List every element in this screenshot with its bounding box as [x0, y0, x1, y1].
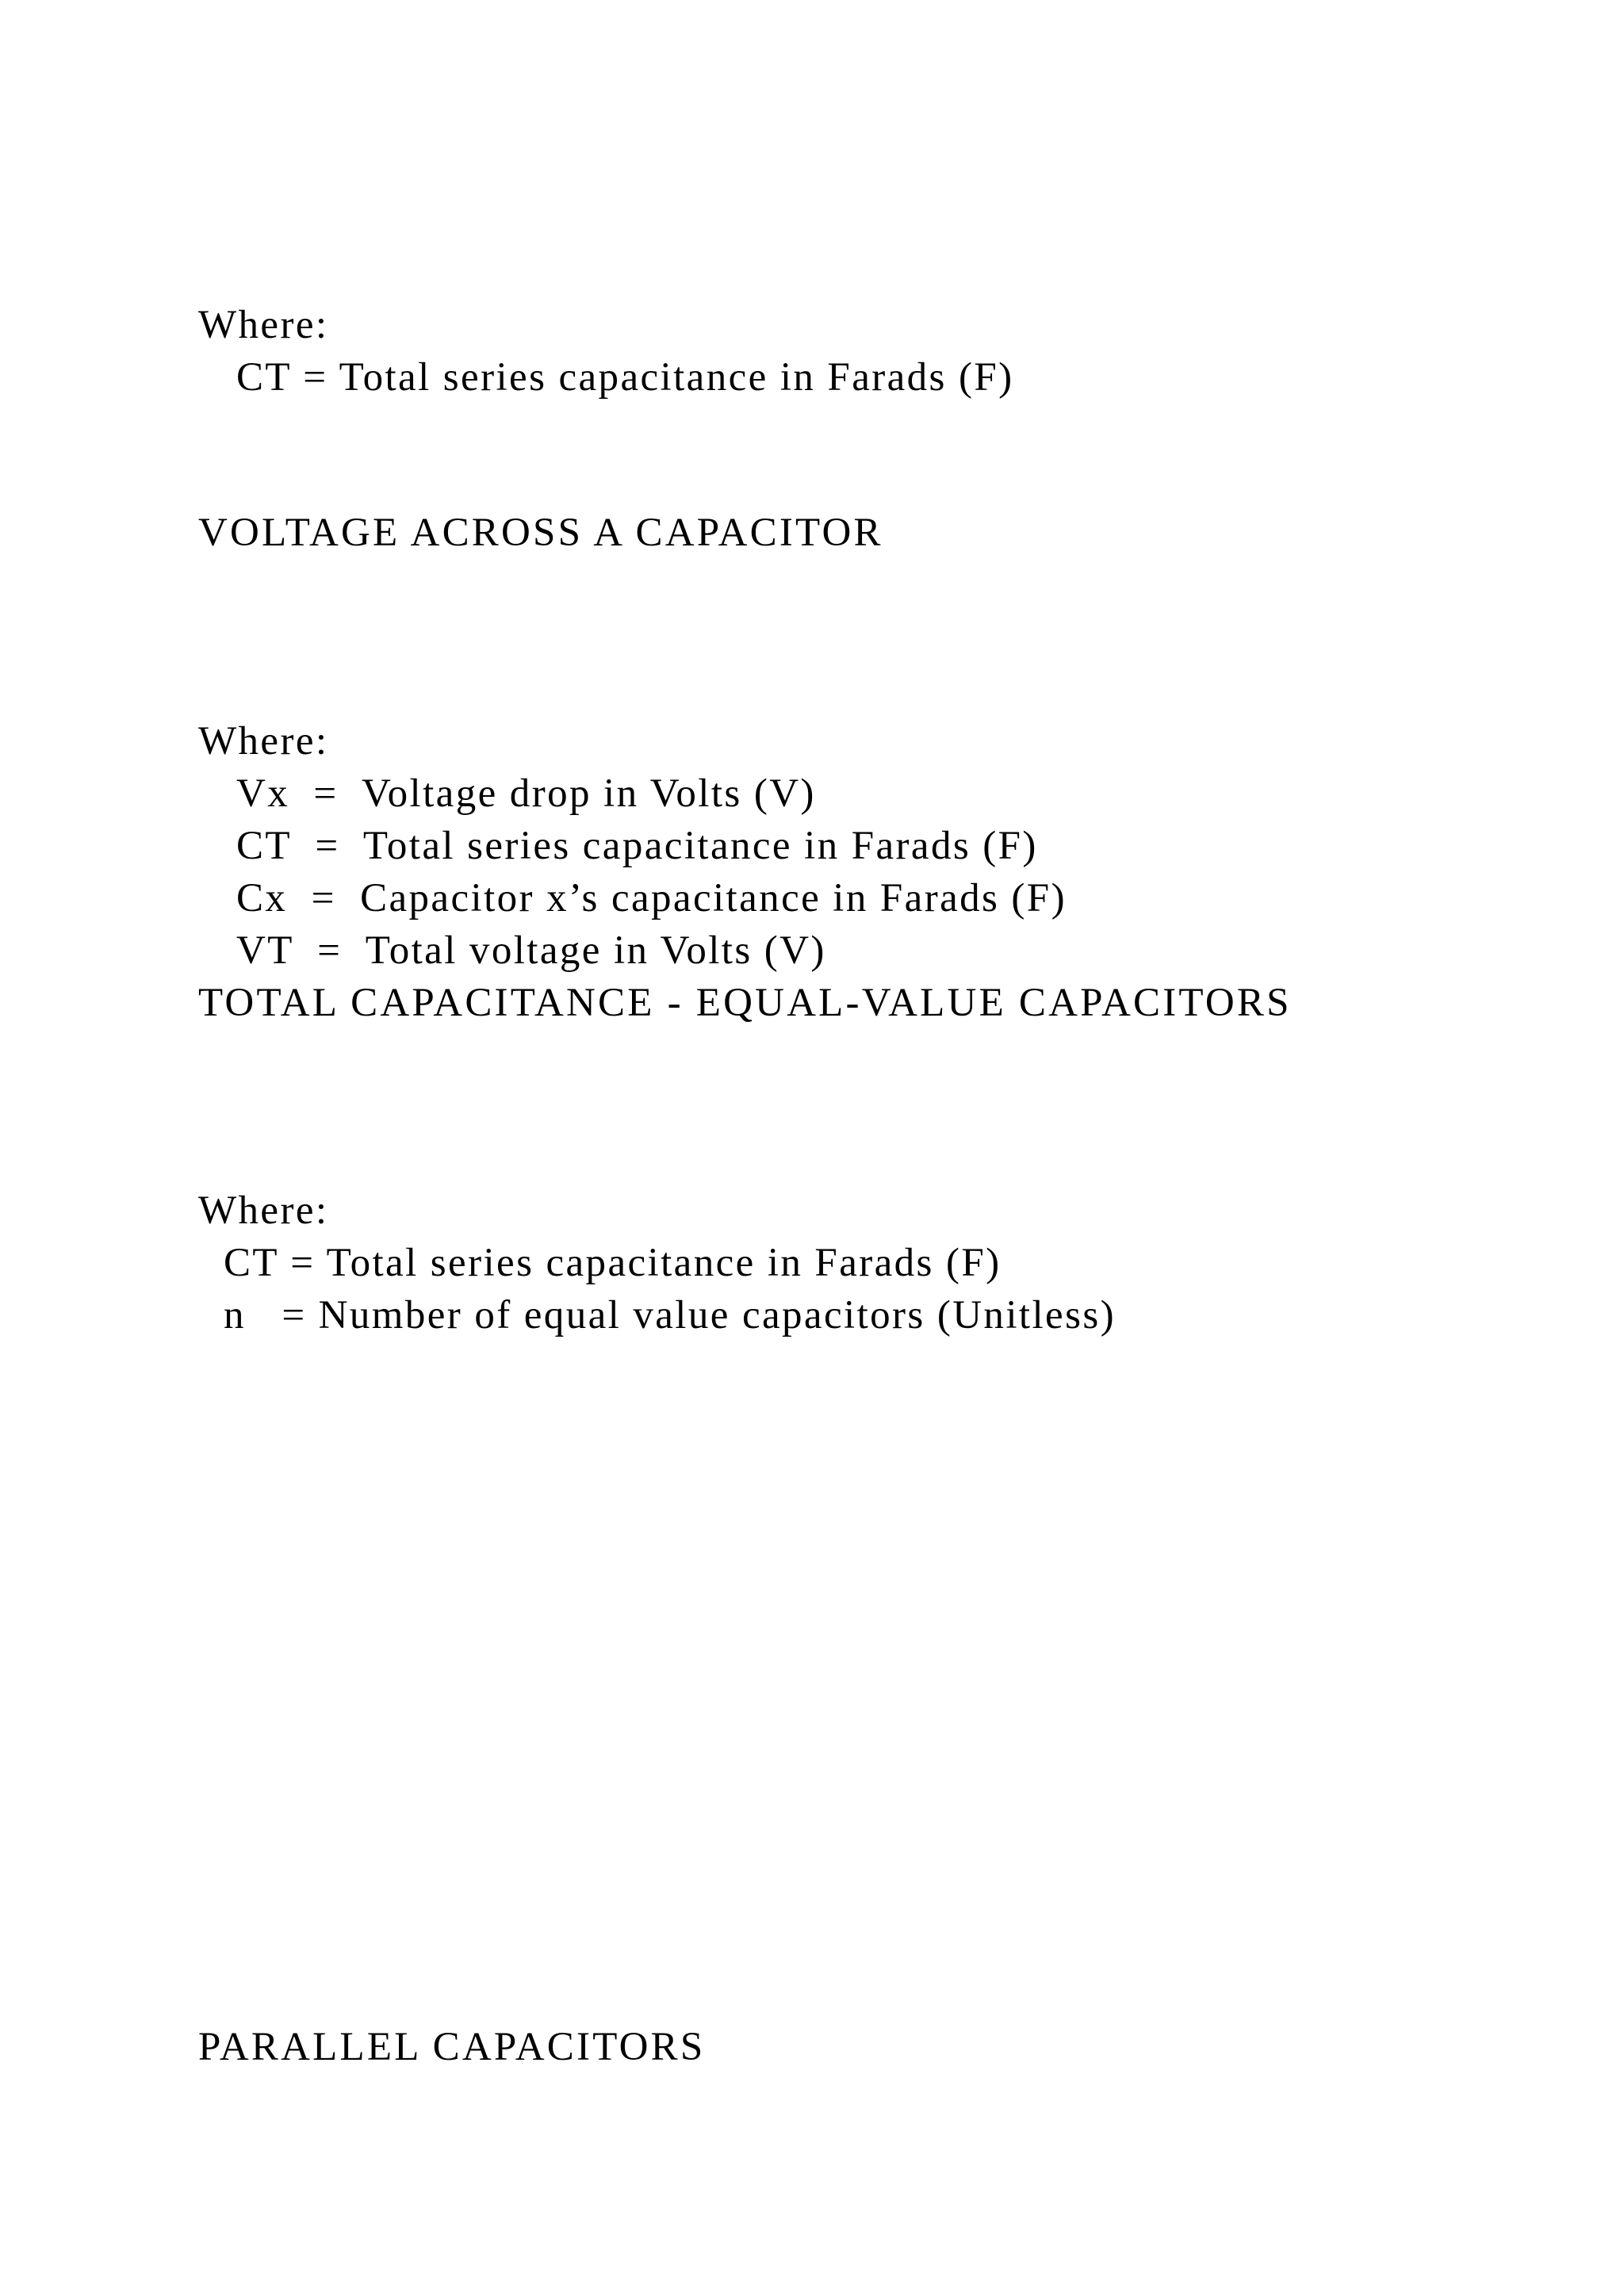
where-label: Where:	[198, 1188, 329, 1233]
definition-vx: Vx = Voltage drop in Volts (V)	[236, 771, 816, 816]
section-heading-parallel-capacitors: PARALLEL CAPACITORS	[198, 2025, 706, 2069]
section-heading-voltage-across-capacitor: VOLTAGE ACROSS A CAPACITOR	[198, 511, 883, 555]
definition-n: n = Number of equal value capacitors (Unitless)	[224, 1293, 1116, 1337]
definition-vt: VT = Total voltage in Volts (V)	[236, 928, 826, 973]
definition-ct: CT = Total series capacitance in Farads (F)	[224, 1241, 1002, 1285]
where-label: Where:	[198, 303, 329, 347]
definition-ct: CT = Total series capacitance in Farads (F)	[236, 824, 1038, 868]
section-heading-equal-value-capacitors: TOTAL CAPACITANCE - EQUAL-VALUE CAPACITORS	[198, 981, 1292, 1025]
definition-cx: Cx = Capacitor x’s capacitance in Farads (F)	[236, 876, 1067, 920]
where-label: Where:	[198, 719, 329, 763]
definition-ct: CT = Total series capacitance in Farads (F)	[236, 355, 1014, 400]
